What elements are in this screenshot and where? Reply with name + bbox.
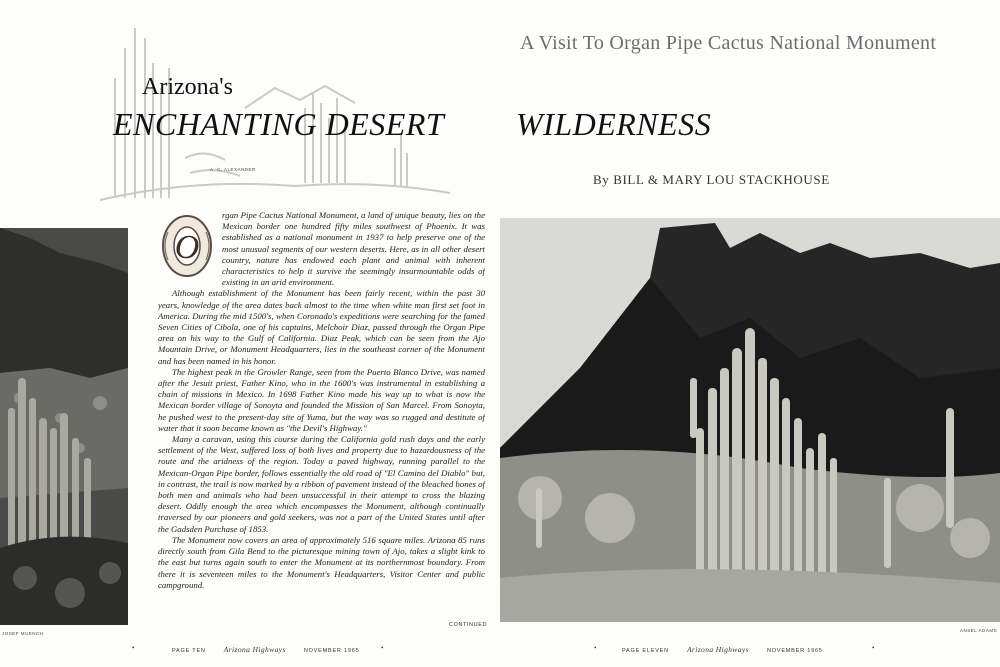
continued-label: CONTINUED	[449, 622, 488, 628]
paragraph-5: The Monument now covers an area of approximately 516 square miles. Arizona 85 runs directly south from Gila Bend to the picturesque mining town of Ajo, takes a slight kink to the east but turns again south to enter the Monument at its northernmost boundary. From there it is seventeen miles to the Monument's Headquarters, Visitor Center and public campground.	[158, 534, 485, 590]
folio-bullet: •	[872, 644, 875, 652]
headline-part-one: ENCHANTING DESERT	[113, 106, 445, 142]
right-issue-date: NOVEMBER 1965	[767, 648, 823, 654]
paragraph-1: rgan Pipe Cactus National Monument, a land of unique beauty, lies on the Mexican border one hundred fifty miles southwest of Phoenix. It was established as a national monument in 1937 to help preserve one of the most unusual segments of our western deserts. Here, as in all other desert country, nature has endowed each plant and animal with inherent characteristics to help it survive the seemingly insurmountable odds of existing in an arid environment.	[222, 210, 485, 288]
sketch-credit: A. C. ALEXANDER	[210, 167, 256, 172]
headline-kicker: Arizona's	[142, 74, 233, 100]
left-page-folio	[172, 645, 359, 654]
right-photo-credit: ANSEL ADAMS	[960, 628, 998, 633]
right-magazine-name: Arizona Highways	[686, 645, 749, 654]
left-photo-credit: JOSEF MUENCH	[2, 631, 44, 636]
paragraph-2: Although establishment of the Monument has been fairly recent, within the past 30 years, knowledge of the area dates back almost to the time when white man first set foot in America. During the mid 1500's, when Coronado's expeditions were searching for the famed Seven Cities of Cibola, one of his captains, Melchoir Diaz, passed through the Organ Pipe area on his way to the Gulf of California. Diaz Peak, which can be seen from the Ajo Mountain Drive, or Monument Headquarters, lies in the southeast corner of the Monument and has been named in his honor.	[158, 288, 485, 366]
right-mountain-cactus-photo	[500, 218, 1000, 622]
folio-bullet: •	[132, 644, 135, 652]
left-page-number: PAGE TEN	[172, 648, 206, 654]
article-body	[158, 210, 488, 628]
ornamental-dropcap-o	[158, 212, 216, 280]
article-eyebrow: A Visit To Organ Pipe Cactus National Monument	[520, 32, 937, 54]
paragraph-4: Many a caravan, using this course during the California gold rush days and the early settlement of the West, suffered loss of both lives and property due to hazardousness of the route and the aridness of the region. Today a paved highway, running parallel to the Mexican-Organ Pipe border, follows essentially the old road of "El Camino del Diablo" but, in contrast, the trail is now marked by a ribbon of pavement instead of the bleached bones of both men and animals who had been unsuccessful in their attempt to cross the blazing desert. Oddly enough the area which encompasses the Monument, although continually traversed by our pioneers and gold seekers, was not a part of the United States until after the Gadsden Purchase of 1853.	[158, 434, 485, 534]
folio-bullet: •	[381, 644, 384, 652]
byline: By BILL & MARY LOU STACKHOUSE	[593, 172, 830, 187]
headline-part-two: WILDERNESS	[516, 106, 712, 142]
left-issue-date: NOVEMBER 1965	[303, 648, 360, 654]
left-cactus-photo	[0, 228, 128, 625]
folio-bullet: •	[594, 644, 597, 652]
paragraph-3: The highest peak in the Growler Range, seen from the Puerto Blanco Drive, was named after the Jesuit priest, Father Kino, who in the 1600's was instrumental in establishing a chain of missions in Mexico. In 1698 Father Kino made his way up to what is now the Mexican border village of Sonoyta and founded the Mission of San Marcel. From Sonoyta, he pushed west to the present-day site of Yuma, but the way was so rugged and destitute of water that it soon became known as "the Devil's Highway."	[158, 366, 485, 433]
dropcap-letter: O	[174, 229, 200, 266]
right-page-number: PAGE ELEVEN	[622, 648, 669, 654]
right-page-folio	[622, 645, 823, 654]
left-magazine-name: Arizona Highways	[223, 645, 286, 654]
headline	[113, 106, 711, 143]
